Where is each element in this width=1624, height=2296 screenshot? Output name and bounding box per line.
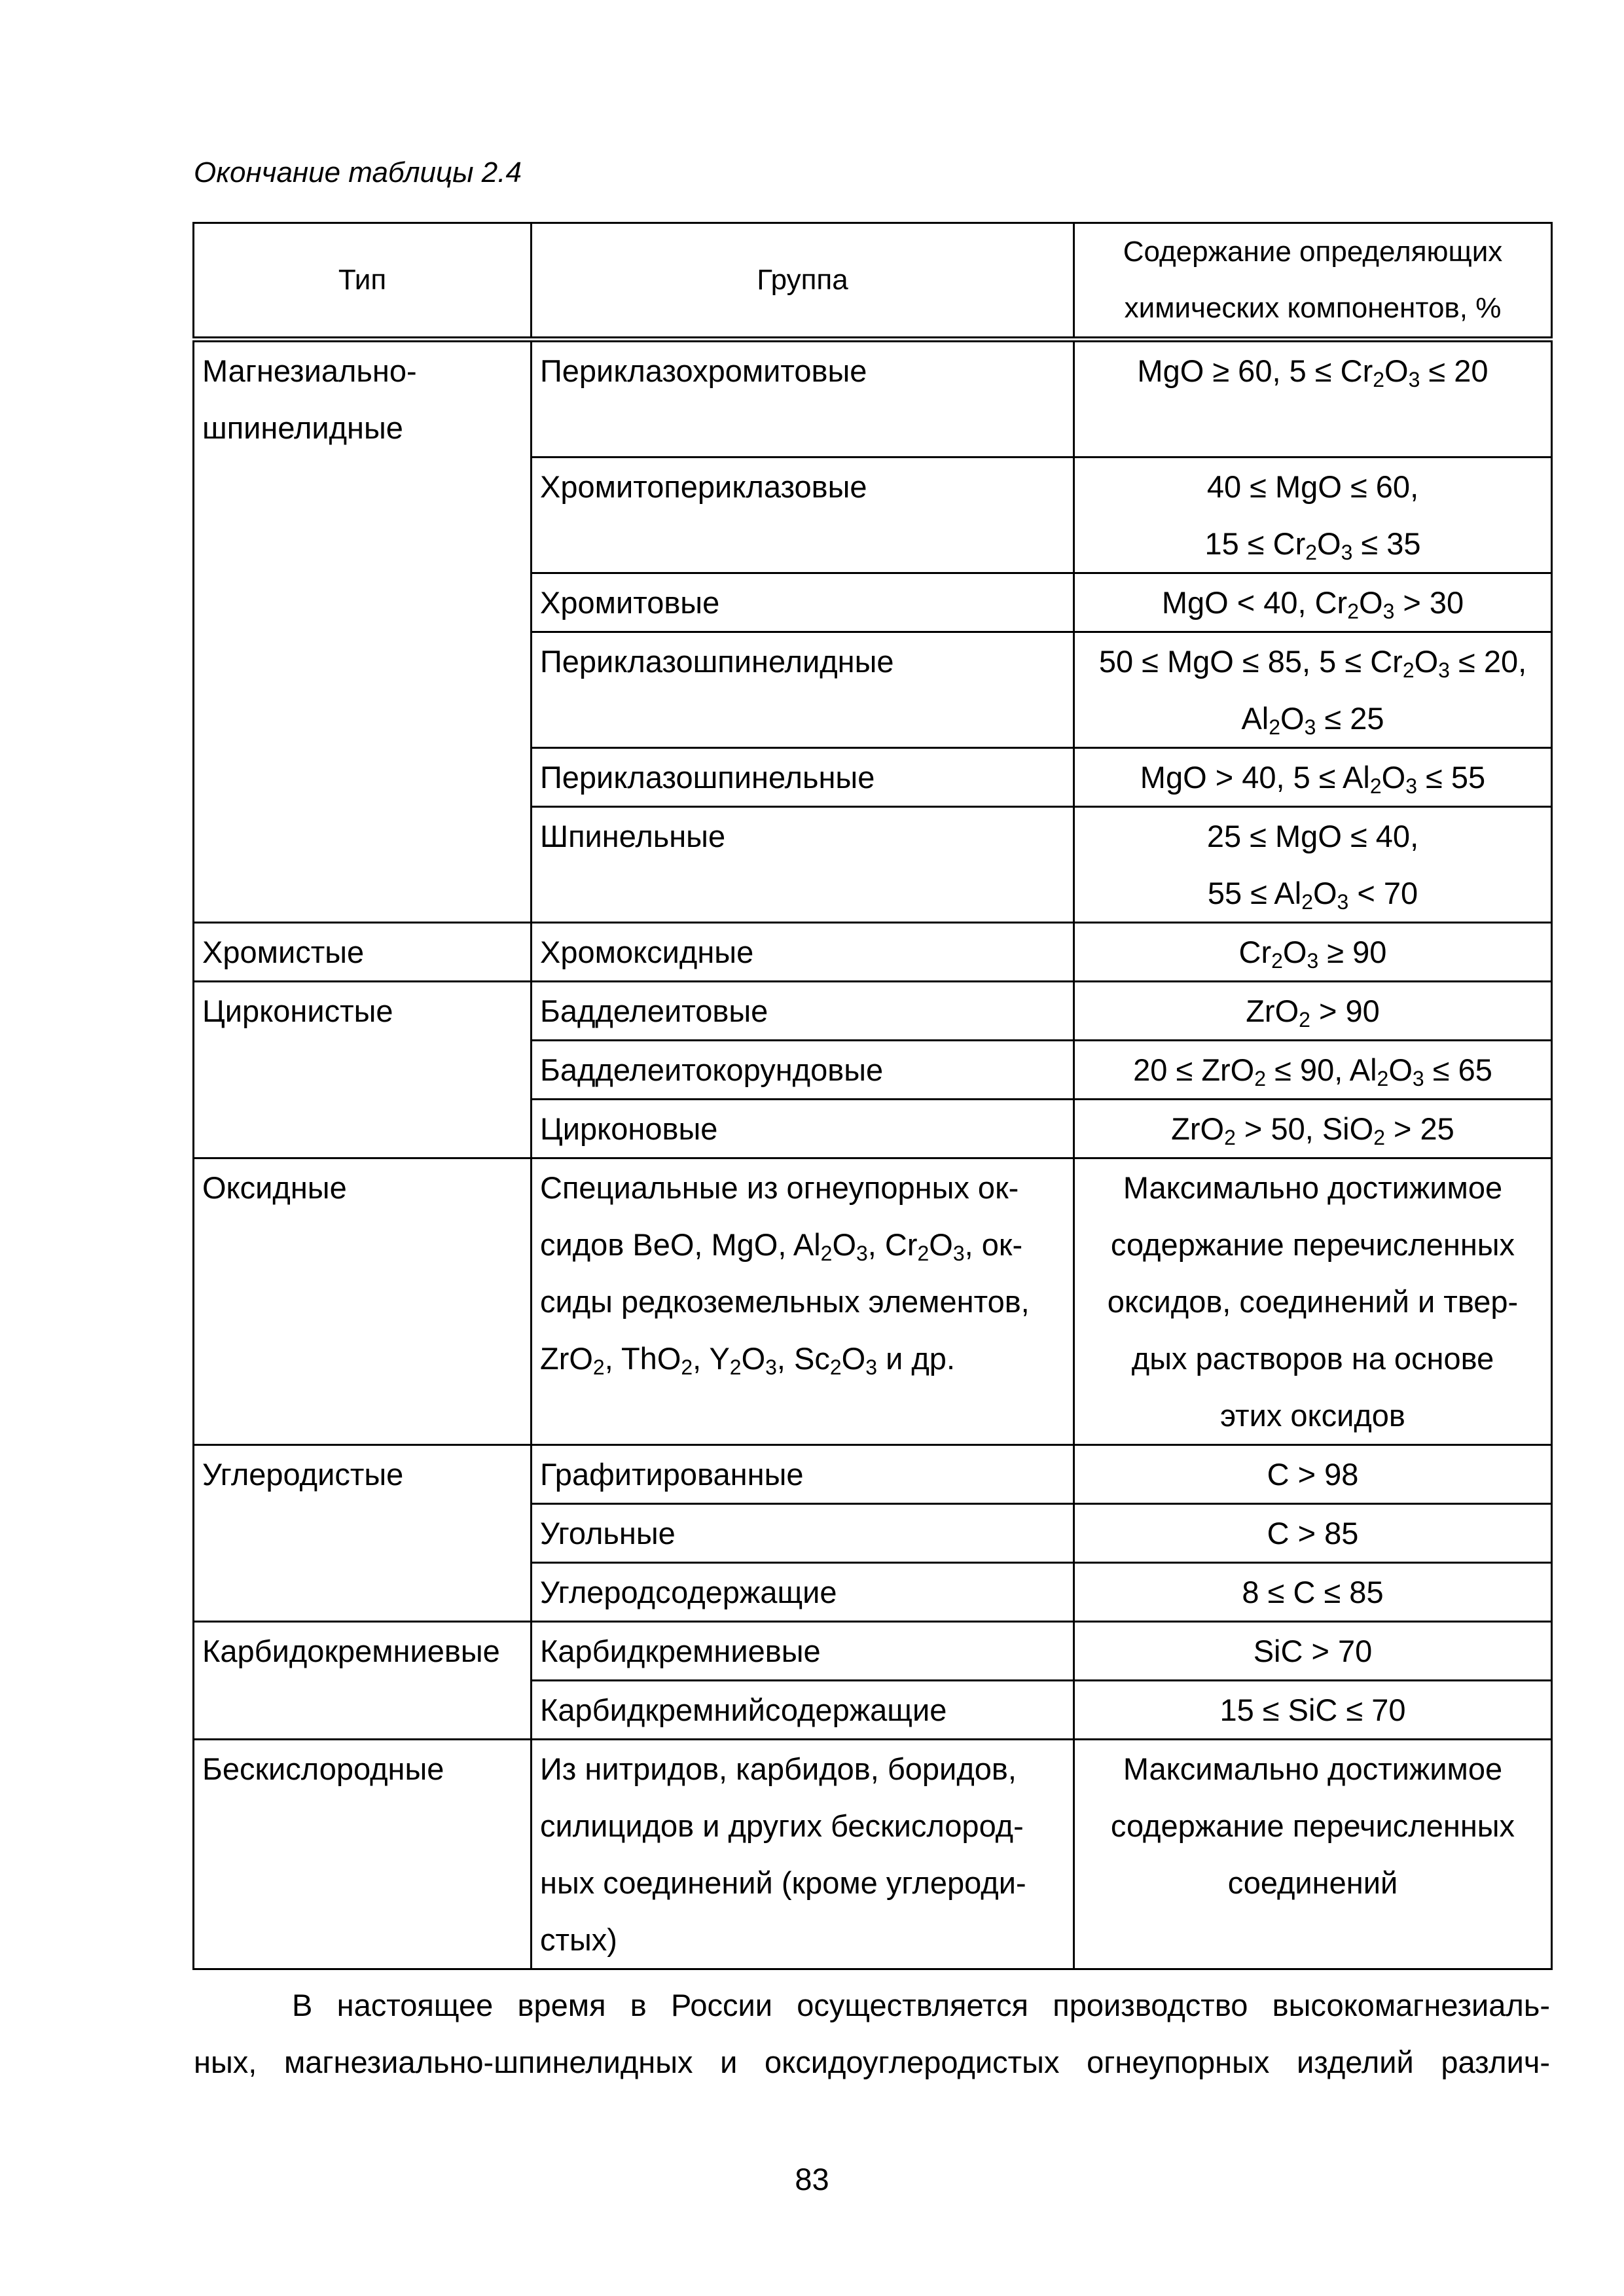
table-row <box>194 340 1552 457</box>
cell-group: Хромоксидные <box>532 923 1074 982</box>
cell-content: ZrO$_2$ > 50, SiO$_2$ > 25 <box>1074 1100 1552 1158</box>
cell-group: Углеродсодержащие <box>532 1563 1074 1622</box>
cell-content: MgO > 40, $5 \le Al_2O_3 \le 55$ <box>1074 748 1552 807</box>
cell-group: Периклазошпинелидные <box>532 632 1074 748</box>
refractory-classification-table <box>192 222 1553 1970</box>
cell-content: 8 ≤ C ≤ 85 <box>1074 1563 1552 1622</box>
cell-content: $Cr_2O_3 \ge 90$ <box>1074 923 1552 982</box>
table-row <box>194 1740 1552 1969</box>
cell-group: Цирконовые <box>532 1100 1074 1158</box>
cell-content: MgO < 40, $Cr_2O_3 > 30$ <box>1074 573 1552 632</box>
header-content: Содержание определяющих химических компонентов, % <box>1074 223 1552 340</box>
page-number: 83 <box>795 2162 829 2197</box>
cell-group: Шпинельные <box>532 807 1074 923</box>
cell-content: C > 98 <box>1074 1445 1552 1504</box>
table-row <box>194 1622 1552 1681</box>
cell-group: Бадделеитовые <box>532 982 1074 1041</box>
cell-type: Бескислородные <box>194 1740 532 1969</box>
cell-type: Углеродистые <box>194 1445 532 1622</box>
cell-group: Хромитовые <box>532 573 1074 632</box>
cell-type: Оксидные <box>194 1158 532 1445</box>
cell-group: Угольные <box>532 1504 1074 1563</box>
cell-content: 40 ≤ MgO ≤ 60, $15 \le Cr_2O_3 \le 35$ <box>1074 457 1552 573</box>
cell-content: Максимально достижимое содержание перечисленных соединений <box>1074 1740 1552 1969</box>
cell-type: Магнезиально-шпинелидные <box>194 340 532 923</box>
cell-content: ZrO$_2$ > 90 <box>1074 982 1552 1041</box>
cell-content: SiC > 70 <box>1074 1622 1552 1681</box>
cell-content: 25 ≤ MgO ≤ 40, $55 \le Al_2O_3 < 70$ <box>1074 807 1552 923</box>
table-body <box>194 340 1552 1969</box>
table-header-row <box>194 223 1552 340</box>
cell-type: Цирконистые <box>194 982 532 1158</box>
table-row <box>194 1158 1552 1445</box>
cell-group: Хромитопериклазовые <box>532 457 1074 573</box>
cell-group: Периклазошпинельные <box>532 748 1074 807</box>
cell-group: Из нитридов, карбидов, боридов, силицидов и других бескислород- ных соединений (кроме углероди- стых) <box>532 1740 1074 1969</box>
cell-content: 15 ≤ SiC ≤ 70 <box>1074 1681 1552 1740</box>
header-type: Тип <box>194 223 532 340</box>
cell-group: Карбидкремнийсодержащие <box>532 1681 1074 1740</box>
cell-group: Периклазохромитовые <box>532 340 1074 457</box>
cell-content: MgO ≥ 60, $5 \le Cr_2O_3 \le 20$ <box>1074 340 1552 457</box>
table-row <box>194 923 1552 982</box>
cell-group: Специальные из огнеупорных ок- сидов BeO, MgO, $Al_2O_3$, $Cr_2O_3$, ок- сиды редкоземельных элементов, ZrO$_2$, ThO$_2$, $Y_2O_3$, $Sc_2O_3$ и др. <box>532 1158 1074 1445</box>
cell-type: Хромистые <box>194 923 532 982</box>
cell-group: Карбидкремниевые <box>532 1622 1074 1681</box>
body-paragraph-line-1: В настоящее время в России осуществляется производство высокомагнезиаль- <box>292 1988 1550 2022</box>
cell-group: Графитированные <box>532 1445 1074 1504</box>
cell-content: Максимально достижимое содержание перечисленных оксидов, соединений и твер- дых растворов на основе этих оксидов <box>1074 1158 1552 1445</box>
cell-type: Карбидокремниевые <box>194 1622 532 1740</box>
table-caption: Окончание таблицы 2.4 <box>194 156 522 188</box>
table-row <box>194 1445 1552 1504</box>
header-group: Группа <box>532 223 1074 340</box>
body-paragraph-line-2: ных, магнезиально-шпинелидных и оксидоуглеродистых огнеупорных изделий различ- <box>194 2045 1550 2079</box>
cell-content: C > 85 <box>1074 1504 1552 1563</box>
cell-content: 50 ≤ MgO ≤ 85, $5 \le Cr_2O_3 \le 20$, $Al_2O_3 \le 25$ <box>1074 632 1552 748</box>
table-row <box>194 982 1552 1041</box>
cell-group: Бадделеитокорундовые <box>532 1041 1074 1100</box>
cell-content: 20 ≤ ZrO$_2$ ≤ 90, $Al_2O_3 \le 65$ <box>1074 1041 1552 1100</box>
